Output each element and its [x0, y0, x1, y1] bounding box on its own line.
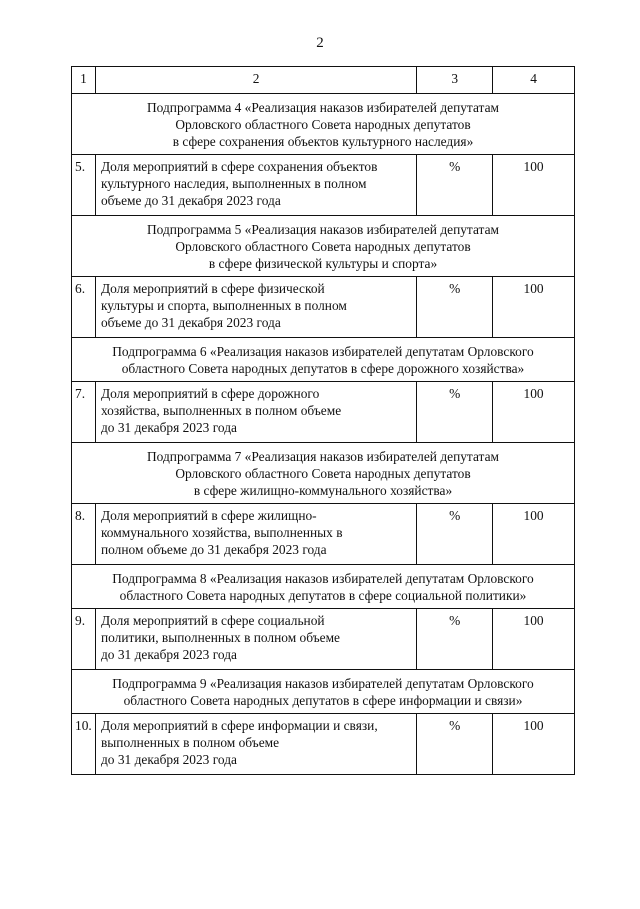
indicator-unit: % [417, 609, 493, 670]
subprogram-title [72, 565, 575, 609]
subprogram-title-line: Подпрограмма 9 «Реализация наказов избирателей депутатам Орловского [112, 676, 534, 691]
indicator-value: 100 [493, 714, 575, 775]
indicator-description-line: культуры и спорта, выполненных в полном [100, 298, 347, 313]
subprogram-title-line: Подпрограмма 7 «Реализация наказов избирателей депутатам [147, 449, 499, 464]
page-number: 2 [316, 35, 324, 51]
header-row [72, 67, 575, 94]
indicator-number: 9. [72, 609, 96, 670]
subprogram-title-line: Орловского областного Совета народных депутатов [175, 239, 471, 254]
indicator-description [95, 504, 416, 565]
header-cell-3: 3 [417, 67, 493, 94]
indicator-description-line: политики, выполненных в полном объеме [100, 630, 340, 645]
indicator-description [95, 277, 416, 338]
indicator-value: 100 [493, 382, 575, 443]
indicator-description [95, 155, 416, 216]
subprogram-title-line: в сфере физической культуры и спорта» [208, 256, 438, 271]
header-cell-2: 2 [95, 67, 416, 94]
subprogram-title-line: Подпрограмма 8 «Реализация наказов избирателей депутатам Орловского [112, 571, 534, 586]
subprogram-title-line: Подпрограмма 6 «Реализация наказов избирателей депутатам Орловского [112, 344, 534, 359]
subprogram-title-line: Орловского областного Совета народных депутатов [175, 466, 471, 481]
indicator-description-line: полном объеме до 31 декабря 2023 года [100, 542, 327, 557]
indicator-description-line: Доля мероприятий в сфере социальной [100, 613, 325, 628]
indicator-unit: % [417, 714, 493, 775]
indicator-row [72, 382, 575, 443]
subprogram-title-line: областного Совета народных депутатов в сфере социальной политики» [119, 588, 527, 603]
indicator-value: 100 [493, 155, 575, 216]
indicator-description-line: до 31 декабря 2023 года [100, 647, 237, 662]
subprogram-row [72, 216, 575, 277]
header-cell-1: 1 [72, 67, 96, 94]
subprogram-row [72, 565, 575, 609]
subprogram-title [72, 670, 575, 714]
indicator-unit: % [417, 504, 493, 565]
indicator-description-line: Доля мероприятий в сфере сохранения объектов [100, 159, 378, 174]
subprogram-row [72, 670, 575, 714]
indicator-description-line: Доля мероприятий в сфере физической [100, 281, 325, 296]
indicator-description-line: Доля мероприятий в сфере информации и связи, [100, 718, 378, 733]
header-cell-4: 4 [493, 67, 575, 94]
subprogram-title [72, 338, 575, 382]
subprogram-title [72, 94, 575, 155]
indicator-unit: % [417, 277, 493, 338]
indicator-description [95, 714, 416, 775]
indicator-description-line: Доля мероприятий в сфере жилищно- [100, 508, 317, 523]
indicator-description-line: до 31 декабря 2023 года [100, 420, 237, 435]
subprogram-title-line: областного Совета народных депутатов в сфере дорожного хозяйства» [121, 361, 525, 376]
indicator-description-line: культурного наследия, выполненных в полном [100, 176, 367, 191]
indicator-value: 100 [493, 504, 575, 565]
indicator-description [95, 609, 416, 670]
indicator-number: 6. [72, 277, 96, 338]
indicator-description-line: коммунального хозяйства, выполненных в [100, 525, 343, 540]
indicator-description [95, 382, 416, 443]
subprogram-title-line: областного Совета народных депутатов в сфере информации и связи» [123, 693, 523, 708]
subprogram-title-line: в сфере жилищно-коммунального хозяйства» [193, 483, 453, 498]
indicator-unit: % [417, 155, 493, 216]
indicator-row [72, 714, 575, 775]
indicator-description-line: до 31 декабря 2023 года [100, 752, 237, 767]
indicator-row [72, 155, 575, 216]
indicator-row [72, 609, 575, 670]
subprogram-title [72, 443, 575, 504]
indicator-description-line: объеме до 31 декабря 2023 года [100, 315, 281, 330]
indicator-number: 7. [72, 382, 96, 443]
indicator-row [72, 504, 575, 565]
indicator-number: 5. [72, 155, 96, 216]
indicator-description-line: Доля мероприятий в сфере дорожного [100, 386, 320, 401]
indicator-value: 100 [493, 277, 575, 338]
subprogram-title-line: Подпрограмма 4 «Реализация наказов избирателей депутатам [147, 100, 499, 115]
indicator-description-line: хозяйства, выполненных в полном объеме [100, 403, 342, 418]
indicator-description-line: объеме до 31 декабря 2023 года [100, 193, 281, 208]
indicator-number: 8. [72, 504, 96, 565]
indicator-unit: % [417, 382, 493, 443]
subprogram-row [72, 94, 575, 155]
indicator-value: 100 [493, 609, 575, 670]
indicator-number: 10. [72, 714, 96, 775]
subprogram-title [72, 216, 575, 277]
subprogram-row [72, 443, 575, 504]
indicator-row [72, 277, 575, 338]
subprogram-title-line: Подпрограмма 5 «Реализация наказов избирателей депутатам [147, 222, 499, 237]
indicator-description-line: выполненных в полном объеме [100, 735, 280, 750]
indicators-table [71, 66, 575, 775]
subprogram-title-line: в сфере сохранения объектов культурного наследия» [172, 134, 474, 149]
subprogram-title-line: Орловского областного Совета народных депутатов [175, 117, 471, 132]
subprogram-row [72, 338, 575, 382]
